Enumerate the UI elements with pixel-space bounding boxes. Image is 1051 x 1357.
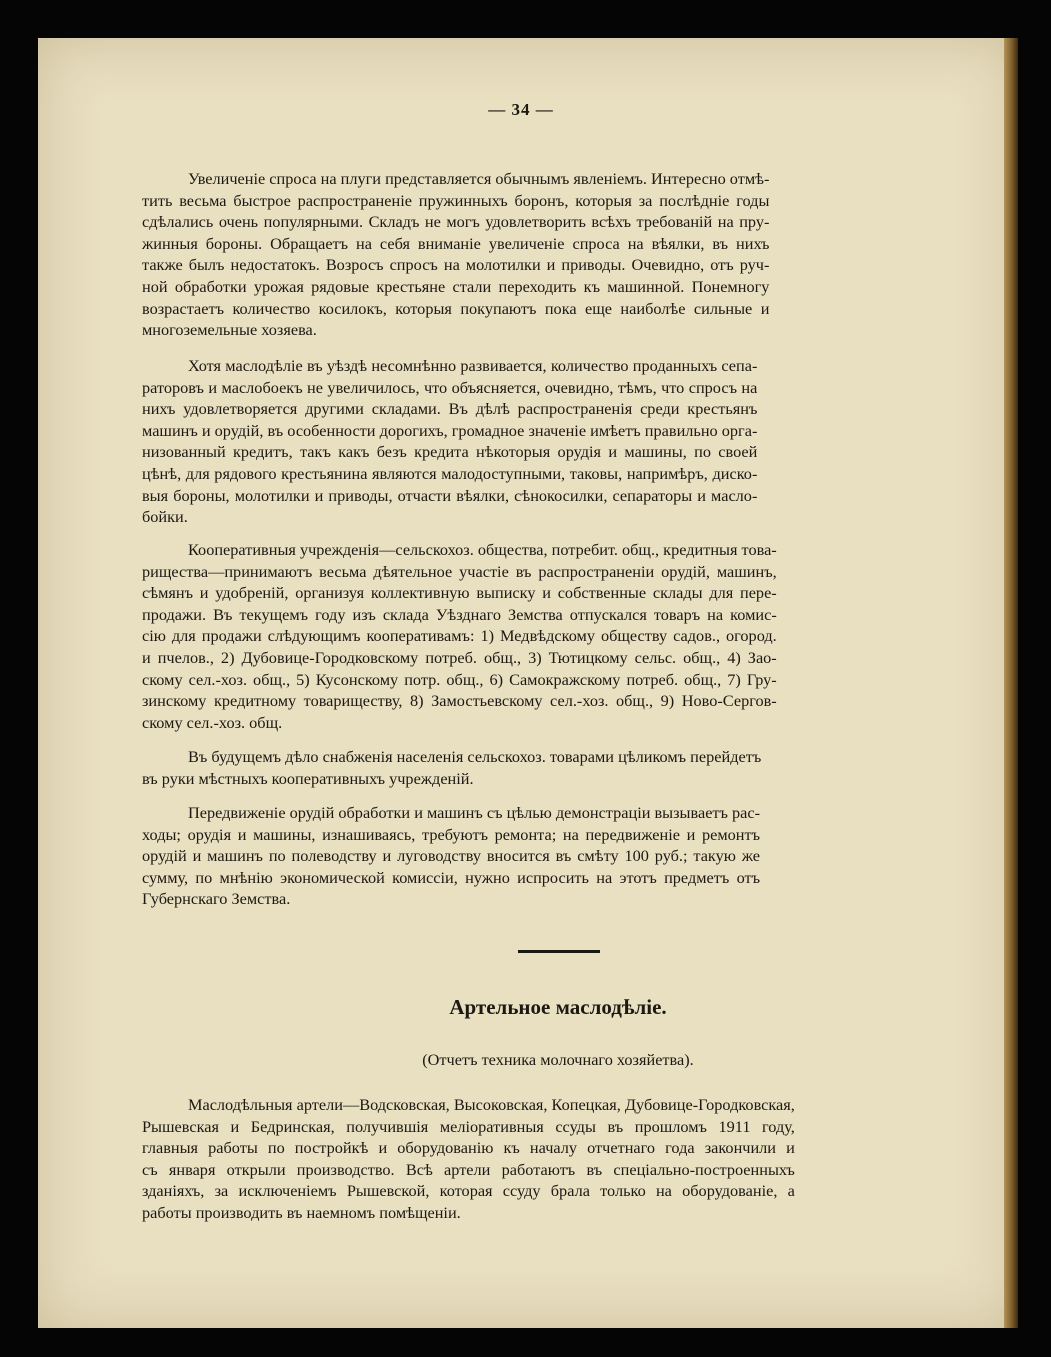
text-line: сѣмянъ и удобреній, организуя коллективную выписку и собственные склады для пере-	[142, 583, 777, 603]
text-line: продажи. Въ текущемъ году изъ склада Уѣзднаго Земства отпускался товаръ на комис-	[142, 604, 777, 624]
text-line: также былъ недостатокъ. Возросъ спросъ на молотилки и приводы. Очевидно, отъ руч-	[142, 255, 770, 275]
text-line: Рышевская и Бедринская, получившія меліоративныя ссуды въ прошломъ 1911 году,	[142, 1116, 795, 1136]
paragraph-cooperatives	[142, 539, 777, 733]
section-divider	[518, 950, 600, 953]
text-line: скому сел.-хоз. общ., 5) Кусонскому потр. общ., 6) Самокражскому потреб. общ., 7) Гру-	[142, 669, 777, 689]
text-line: рищества—принимаютъ весьма дѣятельное участіе въ распространеніи орудій, машинъ,	[142, 561, 777, 581]
text-line: Хотя маслодѣліе въ уѣздѣ несомнѣнно развивается, количество проданныхъ сепа-	[188, 356, 758, 375]
text-line: въ руки мѣстныхъ кооперативныхъ учрежденій.	[142, 768, 474, 788]
text-line: съ января открыли производство. Всѣ артели работаютъ въ спеціально-построенныхъ	[142, 1159, 795, 1179]
text-line: жинныя бороны. Обращаетъ на себя вниманіе увеличеніе спроса на вѣялки, въ нихъ	[142, 233, 770, 253]
text-line: низованный кредитъ, такъ какъ безъ кредита нѣкоторыя орудія и машины, по своей	[142, 442, 758, 462]
text-line: зданіяхъ, за исключеніемъ Рышевской, которая ссуду брала только на оборудованіе, а	[142, 1181, 795, 1201]
paragraph-dairy-artels	[142, 1094, 795, 1224]
text-line: выя бороны, молотилки и приводы, отчасти вѣялки, сѣнокосилки, сепараторы и масло-	[142, 485, 758, 505]
text-line: бойки.	[142, 507, 188, 527]
text-line: нихъ удовлетворяется другими складами. Въ дѣлѣ распространенія среди крестьянъ	[142, 399, 758, 419]
text-line: скому сел.-хоз. общ.	[142, 712, 283, 732]
text-line: главныя работы по постройкѣ и оборудованію къ началу отчетнаго года закончили и	[142, 1138, 795, 1158]
text-line: Губернскаго Земства.	[142, 889, 291, 909]
page-number: — 34 —	[488, 100, 554, 119]
text-line: машинъ и орудій, въ особенности дорогихъ, громадное значеніе имѣетъ правильно орга-	[142, 420, 758, 440]
text-line: сдѣлались очень популярными. Складъ не могъ удовлетворить всѣхъ требованій на пру-	[142, 212, 770, 232]
text-line: Увеличеніе спроса на плуги представляется обычнымъ явленіемъ. Интересно отмѣ-	[188, 169, 770, 188]
text-line: и пчелов., 2) Дубовице-Городковскому потреб. общ., 3) Тютицкому сельс. общ., 4) Зао-	[142, 647, 777, 667]
text-line: Маслодѣльныя артели—Водсковская, Высоковская, Копецкая, Дубовице-Городковская,	[188, 1095, 795, 1114]
text-line: работы производить въ наемномъ помѣщеніи.	[142, 1202, 461, 1222]
text-line: многоземельные хозяева.	[142, 320, 317, 340]
text-line: орудій и машинъ по полеводству и луговодству вносится въ смѣту 100 руб.; такую же	[142, 846, 761, 866]
text-line: Въ будущемъ дѣло снабженія населенія сельскохоз. товарами цѣликомъ перейдетъ	[188, 747, 762, 766]
paragraph-future-supply	[142, 746, 761, 789]
text-line: Передвиженіе орудій обработки и машинъ съ цѣлью демонстраціи вызываетъ рас-	[188, 803, 761, 822]
text-line: цѣнѣ, для рядового крестьянина являются малодоступными, таковы, напримѣръ, диско-	[142, 463, 758, 483]
text-line: зинскому кредитному товариществу, 8) Замостьевскому сел.-хоз. общ., 9) Ново-Сергов-	[142, 691, 777, 711]
page-binding-edge	[1004, 38, 1018, 1328]
paragraph-demonstration-costs	[142, 802, 760, 910]
text-line: ной обработки урожая рядовые крестьяне стали переходить къ машинной. Понемногу	[142, 276, 770, 296]
text-line: сію для продажи слѣдующимъ кооперативамъ: 1) Медвѣдскому обществу садов., огород.	[142, 626, 777, 646]
text-line: тить весьма быстрое распространеніе пружинныхъ боронъ, которыя за послѣдніе годы	[142, 190, 770, 210]
text-line: возрастаетъ количество косилокъ, которыя покупаютъ пока еще наиболѣе сильные и	[142, 298, 770, 318]
paragraph-plough-demand	[142, 168, 769, 341]
text-line: раторовъ и маслобоекъ не увеличилось, что объясняется, очевидно, тѣмъ, что спросъ на	[142, 377, 758, 397]
paragraph-dairy-development	[142, 355, 757, 528]
text-line: Кооперативныя учрежденія—сельскохоз. общества, потребит. общ., кредитныя това-	[188, 540, 777, 559]
section-title: Артельное маслодѣліе.	[449, 995, 667, 1019]
section-subtitle: (Отчетъ техника молочнаго хозяйетва).	[422, 1050, 694, 1069]
document-page	[38, 38, 1018, 1328]
text-line: ходы; орудія и машины, изнашиваясь, требуютъ ремонта; на передвиженіе и ремонтъ	[142, 824, 761, 844]
text-line: сумму, по мнѣнію экономической комиссіи, нужно испросить на этотъ предметъ отъ	[142, 867, 761, 887]
